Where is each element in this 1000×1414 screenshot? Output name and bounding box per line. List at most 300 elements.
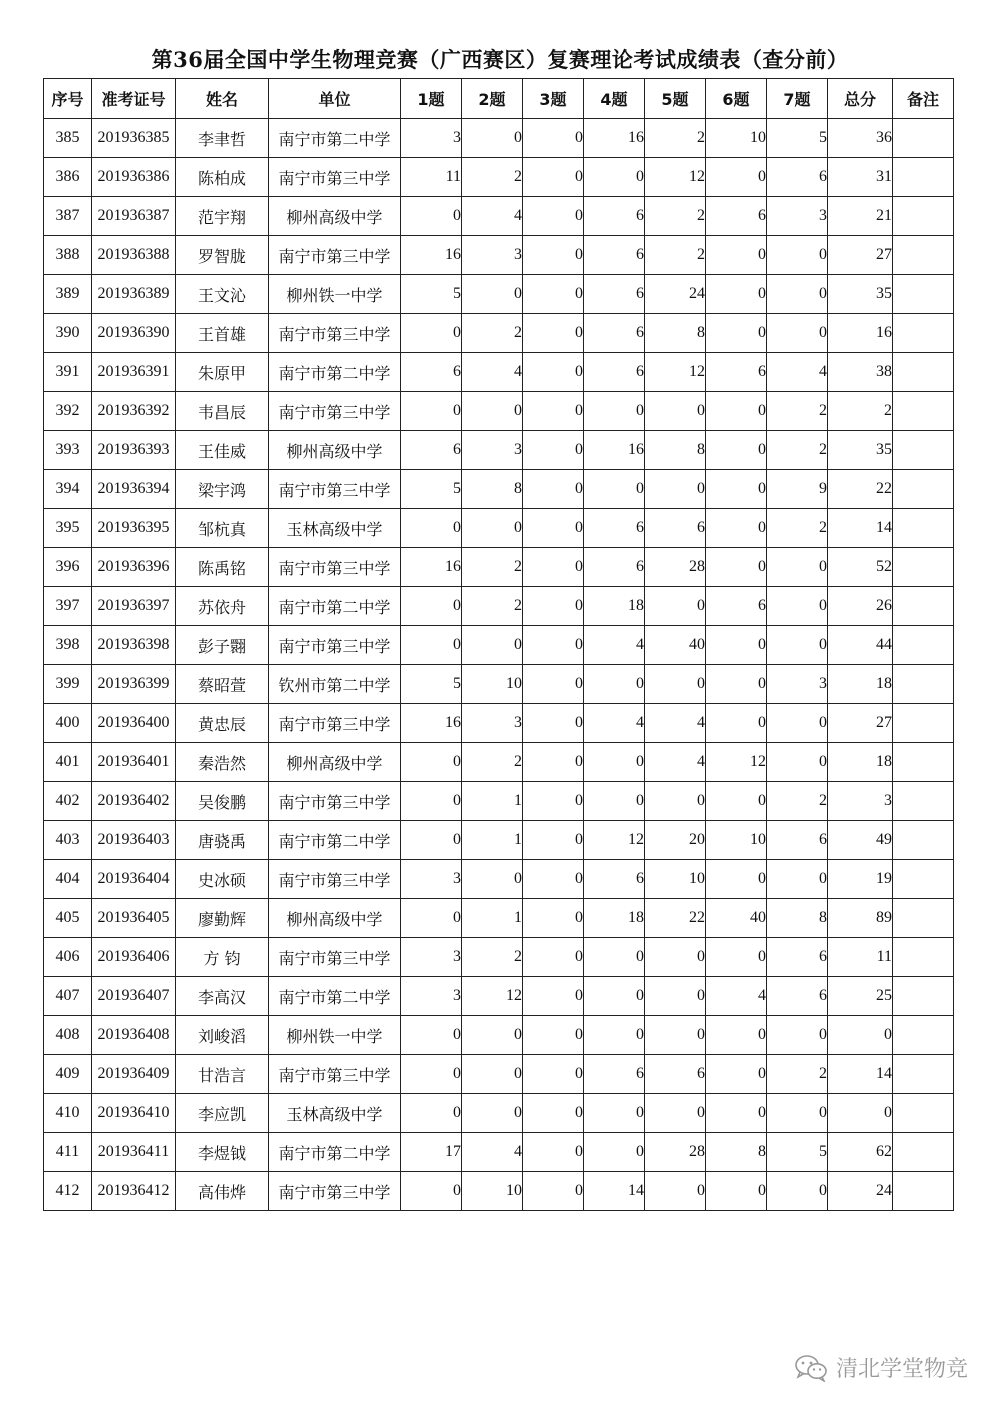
cell-q7: 3	[767, 197, 828, 236]
cell-name: 王文沁	[176, 275, 269, 314]
cell-q5: 4	[645, 743, 706, 782]
cell-total: 25	[828, 977, 893, 1016]
cell-q4: 4	[584, 626, 645, 665]
table-row	[44, 1133, 954, 1172]
cell-q3: 0	[523, 860, 584, 899]
cell-q7: 2	[767, 392, 828, 431]
cell-exam-id: 201936389	[92, 275, 176, 314]
wechat-icon	[794, 1354, 828, 1382]
cell-q2: 2	[462, 158, 523, 197]
cell-q6: 6	[706, 353, 767, 392]
cell-q3: 0	[523, 1133, 584, 1172]
cell-unit: 南宁市第三中学	[269, 314, 401, 353]
cell-note	[893, 1016, 954, 1055]
cell-total: 19	[828, 860, 893, 899]
cell-q5: 12	[645, 353, 706, 392]
cell-total: 44	[828, 626, 893, 665]
cell-note	[893, 431, 954, 470]
cell-name: 陈柏成	[176, 158, 269, 197]
cell-q1: 0	[401, 1055, 462, 1094]
cell-q7: 2	[767, 431, 828, 470]
cell-q1: 0	[401, 626, 462, 665]
cell-exam-id: 201936399	[92, 665, 176, 704]
cell-q1: 3	[401, 977, 462, 1016]
cell-total: 0	[828, 1016, 893, 1055]
table-row	[44, 743, 954, 782]
cell-q1: 0	[401, 314, 462, 353]
cell-unit: 南宁市第二中学	[269, 977, 401, 1016]
cell-total: 89	[828, 899, 893, 938]
cell-q5: 28	[645, 548, 706, 587]
cell-q4: 0	[584, 1133, 645, 1172]
cell-seq: 402	[44, 782, 92, 821]
cell-exam-id: 201936397	[92, 587, 176, 626]
cell-exam-id: 201936404	[92, 860, 176, 899]
cell-q2: 4	[462, 197, 523, 236]
cell-q4: 6	[584, 1055, 645, 1094]
cell-total: 18	[828, 743, 893, 782]
cell-q4: 6	[584, 275, 645, 314]
cell-q5: 2	[645, 197, 706, 236]
cell-exam-id: 201936405	[92, 899, 176, 938]
cell-q6: 6	[706, 197, 767, 236]
cell-total: 16	[828, 314, 893, 353]
cell-q1: 5	[401, 275, 462, 314]
cell-total: 38	[828, 353, 893, 392]
cell-q4: 6	[584, 860, 645, 899]
cell-q1: 17	[401, 1133, 462, 1172]
cell-q4: 14	[584, 1172, 645, 1211]
cell-q6: 0	[706, 938, 767, 977]
cell-q3: 0	[523, 899, 584, 938]
table-row	[44, 626, 954, 665]
cell-total: 22	[828, 470, 893, 509]
cell-q7: 0	[767, 1094, 828, 1133]
cell-q3: 0	[523, 236, 584, 275]
cell-q3: 0	[523, 977, 584, 1016]
cell-name: 唐骁禹	[176, 821, 269, 860]
cell-q2: 0	[462, 860, 523, 899]
cell-q5: 6	[645, 509, 706, 548]
cell-q4: 6	[584, 197, 645, 236]
cell-q7: 0	[767, 587, 828, 626]
cell-unit: 南宁市第三中学	[269, 392, 401, 431]
cell-seq: 389	[44, 275, 92, 314]
cell-seq: 393	[44, 431, 92, 470]
cell-note	[893, 353, 954, 392]
cell-total: 27	[828, 704, 893, 743]
cell-note	[893, 470, 954, 509]
header-unit: 单位	[269, 79, 401, 119]
cell-total: 24	[828, 1172, 893, 1211]
cell-name: 刘峻滔	[176, 1016, 269, 1055]
cell-q1: 16	[401, 548, 462, 587]
cell-exam-id: 201936392	[92, 392, 176, 431]
cell-note	[893, 899, 954, 938]
cell-q7: 3	[767, 665, 828, 704]
cell-unit: 南宁市第二中学	[269, 119, 401, 158]
cell-seq: 405	[44, 899, 92, 938]
table-row	[44, 860, 954, 899]
cell-q1: 5	[401, 665, 462, 704]
cell-q2: 0	[462, 1016, 523, 1055]
cell-q7: 0	[767, 1172, 828, 1211]
cell-q7: 0	[767, 236, 828, 275]
cell-note	[893, 236, 954, 275]
cell-q2: 0	[462, 275, 523, 314]
cell-exam-id: 201936408	[92, 1016, 176, 1055]
cell-q4: 6	[584, 353, 645, 392]
cell-unit: 南宁市第三中学	[269, 158, 401, 197]
cell-seq: 407	[44, 977, 92, 1016]
cell-q5: 0	[645, 938, 706, 977]
cell-q5: 0	[645, 470, 706, 509]
cell-name: 吴俊鹏	[176, 782, 269, 821]
cell-unit: 南宁市第三中学	[269, 236, 401, 275]
cell-q2: 2	[462, 587, 523, 626]
cell-q7: 0	[767, 314, 828, 353]
cell-note	[893, 626, 954, 665]
cell-q6: 0	[706, 236, 767, 275]
header-total: 总分	[828, 79, 893, 119]
cell-seq: 391	[44, 353, 92, 392]
cell-q7: 9	[767, 470, 828, 509]
cell-exam-id: 201936402	[92, 782, 176, 821]
cell-unit: 玉林高级中学	[269, 509, 401, 548]
cell-q7: 0	[767, 860, 828, 899]
table-row	[44, 431, 954, 470]
cell-q4: 16	[584, 431, 645, 470]
cell-q6: 0	[706, 158, 767, 197]
cell-q5: 24	[645, 275, 706, 314]
cell-exam-id: 201936386	[92, 158, 176, 197]
header-q7: 7题	[767, 79, 828, 119]
cell-q6: 0	[706, 314, 767, 353]
cell-q5: 20	[645, 821, 706, 860]
cell-seq: 392	[44, 392, 92, 431]
cell-seq: 403	[44, 821, 92, 860]
cell-q4: 0	[584, 743, 645, 782]
cell-note	[893, 743, 954, 782]
cell-total: 27	[828, 236, 893, 275]
table-row	[44, 275, 954, 314]
cell-total: 35	[828, 431, 893, 470]
cell-unit: 南宁市第三中学	[269, 782, 401, 821]
cell-q3: 0	[523, 704, 584, 743]
cell-note	[893, 197, 954, 236]
cell-q5: 0	[645, 1172, 706, 1211]
cell-q7: 0	[767, 275, 828, 314]
cell-seq: 395	[44, 509, 92, 548]
table-row	[44, 236, 954, 275]
cell-exam-id: 201936398	[92, 626, 176, 665]
cell-q3: 0	[523, 158, 584, 197]
cell-seq: 394	[44, 470, 92, 509]
cell-seq: 390	[44, 314, 92, 353]
cell-exam-id: 201936385	[92, 119, 176, 158]
cell-name: 李煜钺	[176, 1133, 269, 1172]
cell-unit: 钦州市第二中学	[269, 665, 401, 704]
cell-q7: 2	[767, 782, 828, 821]
cell-unit: 南宁市第三中学	[269, 1055, 401, 1094]
cell-seq: 404	[44, 860, 92, 899]
watermark	[794, 1352, 968, 1383]
cell-q5: 10	[645, 860, 706, 899]
cell-q1: 16	[401, 704, 462, 743]
cell-q2: 4	[462, 1133, 523, 1172]
cell-unit: 南宁市第三中学	[269, 704, 401, 743]
header-q6: 6题	[706, 79, 767, 119]
table-row	[44, 1016, 954, 1055]
table-row	[44, 665, 954, 704]
cell-q5: 28	[645, 1133, 706, 1172]
cell-q3: 0	[523, 470, 584, 509]
cell-q1: 0	[401, 899, 462, 938]
cell-q1: 3	[401, 860, 462, 899]
cell-exam-id: 201936390	[92, 314, 176, 353]
cell-q2: 0	[462, 1094, 523, 1133]
cell-seq: 385	[44, 119, 92, 158]
cell-q4: 16	[584, 119, 645, 158]
cell-seq: 396	[44, 548, 92, 587]
cell-unit: 南宁市第三中学	[269, 626, 401, 665]
cell-q2: 1	[462, 899, 523, 938]
cell-q2: 10	[462, 665, 523, 704]
cell-q1: 0	[401, 743, 462, 782]
cell-name: 王佳威	[176, 431, 269, 470]
cell-name: 邹杭真	[176, 509, 269, 548]
cell-q5: 0	[645, 782, 706, 821]
cell-q5: 0	[645, 392, 706, 431]
cell-name: 李高汉	[176, 977, 269, 1016]
table-row	[44, 548, 954, 587]
cell-q5: 4	[645, 704, 706, 743]
cell-total: 2	[828, 392, 893, 431]
cell-unit: 柳州高级中学	[269, 197, 401, 236]
cell-q2: 2	[462, 314, 523, 353]
cell-unit: 南宁市第二中学	[269, 1133, 401, 1172]
cell-q4: 18	[584, 587, 645, 626]
cell-seq: 412	[44, 1172, 92, 1211]
cell-name: 廖勤辉	[176, 899, 269, 938]
cell-q4: 0	[584, 392, 645, 431]
cell-q5: 0	[645, 1094, 706, 1133]
cell-q2: 3	[462, 431, 523, 470]
cell-q5: 2	[645, 236, 706, 275]
cell-seq: 398	[44, 626, 92, 665]
table-row	[44, 821, 954, 860]
cell-q3: 0	[523, 1094, 584, 1133]
cell-q3: 0	[523, 782, 584, 821]
cell-q7: 0	[767, 743, 828, 782]
cell-exam-id: 201936393	[92, 431, 176, 470]
cell-q7: 4	[767, 353, 828, 392]
cell-q1: 0	[401, 392, 462, 431]
cell-seq: 411	[44, 1133, 92, 1172]
cell-unit: 南宁市第二中学	[269, 821, 401, 860]
cell-seq: 408	[44, 1016, 92, 1055]
table-row	[44, 197, 954, 236]
cell-total: 49	[828, 821, 893, 860]
table-row	[44, 938, 954, 977]
cell-q7: 0	[767, 704, 828, 743]
cell-unit: 柳州高级中学	[269, 431, 401, 470]
cell-q3: 0	[523, 548, 584, 587]
cell-q3: 0	[523, 353, 584, 392]
cell-note	[893, 392, 954, 431]
cell-q7: 0	[767, 626, 828, 665]
cell-q5: 6	[645, 1055, 706, 1094]
cell-note	[893, 158, 954, 197]
cell-q7: 6	[767, 821, 828, 860]
cell-q2: 0	[462, 626, 523, 665]
table-body	[44, 119, 954, 1211]
cell-name: 方 钧	[176, 938, 269, 977]
cell-name: 王首雄	[176, 314, 269, 353]
cell-name: 朱原甲	[176, 353, 269, 392]
cell-seq: 400	[44, 704, 92, 743]
cell-q6: 8	[706, 1133, 767, 1172]
cell-q3: 0	[523, 938, 584, 977]
table-row	[44, 704, 954, 743]
cell-note	[893, 1133, 954, 1172]
cell-note	[893, 665, 954, 704]
cell-unit: 柳州铁一中学	[269, 275, 401, 314]
cell-q4: 0	[584, 977, 645, 1016]
table-row	[44, 392, 954, 431]
cell-q5: 0	[645, 1016, 706, 1055]
cell-seq: 387	[44, 197, 92, 236]
cell-q5: 22	[645, 899, 706, 938]
header-q1: 1题	[401, 79, 462, 119]
cell-q4: 6	[584, 509, 645, 548]
cell-q2: 0	[462, 392, 523, 431]
cell-q4: 6	[584, 236, 645, 275]
cell-seq: 409	[44, 1055, 92, 1094]
cell-name: 高伟烨	[176, 1172, 269, 1211]
cell-unit: 南宁市第三中学	[269, 1172, 401, 1211]
cell-exam-id: 201936409	[92, 1055, 176, 1094]
cell-seq: 410	[44, 1094, 92, 1133]
cell-q4: 0	[584, 665, 645, 704]
cell-q5: 8	[645, 314, 706, 353]
cell-q6: 0	[706, 1172, 767, 1211]
cell-q3: 0	[523, 743, 584, 782]
header-q4: 4题	[584, 79, 645, 119]
cell-note	[893, 860, 954, 899]
cell-total: 21	[828, 197, 893, 236]
cell-exam-id: 201936407	[92, 977, 176, 1016]
cell-q3: 0	[523, 821, 584, 860]
cell-note	[893, 938, 954, 977]
cell-q7: 6	[767, 977, 828, 1016]
cell-q3: 0	[523, 275, 584, 314]
cell-q1: 3	[401, 938, 462, 977]
cell-q6: 0	[706, 470, 767, 509]
cell-q2: 0	[462, 509, 523, 548]
cell-exam-id: 201936411	[92, 1133, 176, 1172]
cell-note	[893, 782, 954, 821]
table-row	[44, 782, 954, 821]
cell-q3: 0	[523, 1016, 584, 1055]
cell-q4: 0	[584, 158, 645, 197]
cell-q5: 8	[645, 431, 706, 470]
cell-note	[893, 587, 954, 626]
cell-total: 0	[828, 1094, 893, 1133]
cell-q6: 6	[706, 587, 767, 626]
cell-q3: 0	[523, 431, 584, 470]
cell-note	[893, 509, 954, 548]
cell-q6: 12	[706, 743, 767, 782]
cell-name: 罗智胧	[176, 236, 269, 275]
cell-q6: 10	[706, 119, 767, 158]
cell-total: 52	[828, 548, 893, 587]
cell-unit: 南宁市第三中学	[269, 548, 401, 587]
cell-q3: 0	[523, 392, 584, 431]
cell-unit: 柳州高级中学	[269, 743, 401, 782]
cell-unit: 南宁市第三中学	[269, 470, 401, 509]
header-exam-id: 准考证号	[92, 79, 176, 119]
cell-name: 梁宇鸿	[176, 470, 269, 509]
header-q3: 3题	[523, 79, 584, 119]
table-row	[44, 314, 954, 353]
score-table	[43, 78, 954, 1211]
cell-exam-id: 201936403	[92, 821, 176, 860]
cell-q7: 6	[767, 938, 828, 977]
cell-q6: 0	[706, 431, 767, 470]
cell-q4: 12	[584, 821, 645, 860]
cell-q7: 2	[767, 1055, 828, 1094]
cell-q6: 0	[706, 509, 767, 548]
cell-total: 35	[828, 275, 893, 314]
cell-q2: 1	[462, 782, 523, 821]
cell-q6: 0	[706, 1055, 767, 1094]
cell-q7: 2	[767, 509, 828, 548]
cell-name: 黄忠辰	[176, 704, 269, 743]
cell-q2: 0	[462, 119, 523, 158]
cell-note	[893, 1172, 954, 1211]
cell-q6: 0	[706, 626, 767, 665]
cell-exam-id: 201936395	[92, 509, 176, 548]
cell-q6: 40	[706, 899, 767, 938]
table-row	[44, 509, 954, 548]
cell-total: 31	[828, 158, 893, 197]
cell-q7: 0	[767, 1016, 828, 1055]
cell-total: 14	[828, 1055, 893, 1094]
cell-q5: 0	[645, 587, 706, 626]
cell-q4: 0	[584, 1094, 645, 1133]
cell-note	[893, 1094, 954, 1133]
cell-q2: 3	[462, 704, 523, 743]
cell-q6: 0	[706, 665, 767, 704]
cell-name: 陈禹铭	[176, 548, 269, 587]
cell-name: 李应凯	[176, 1094, 269, 1133]
cell-q2: 12	[462, 977, 523, 1016]
cell-q7: 8	[767, 899, 828, 938]
cell-q1: 0	[401, 1172, 462, 1211]
cell-q1: 11	[401, 158, 462, 197]
cell-total: 3	[828, 782, 893, 821]
cell-note	[893, 1055, 954, 1094]
cell-q7: 5	[767, 1133, 828, 1172]
cell-name: 李聿哲	[176, 119, 269, 158]
cell-seq: 386	[44, 158, 92, 197]
cell-exam-id: 201936387	[92, 197, 176, 236]
cell-name: 范宇翔	[176, 197, 269, 236]
cell-total: 18	[828, 665, 893, 704]
cell-q4: 6	[584, 314, 645, 353]
table-row	[44, 1172, 954, 1211]
